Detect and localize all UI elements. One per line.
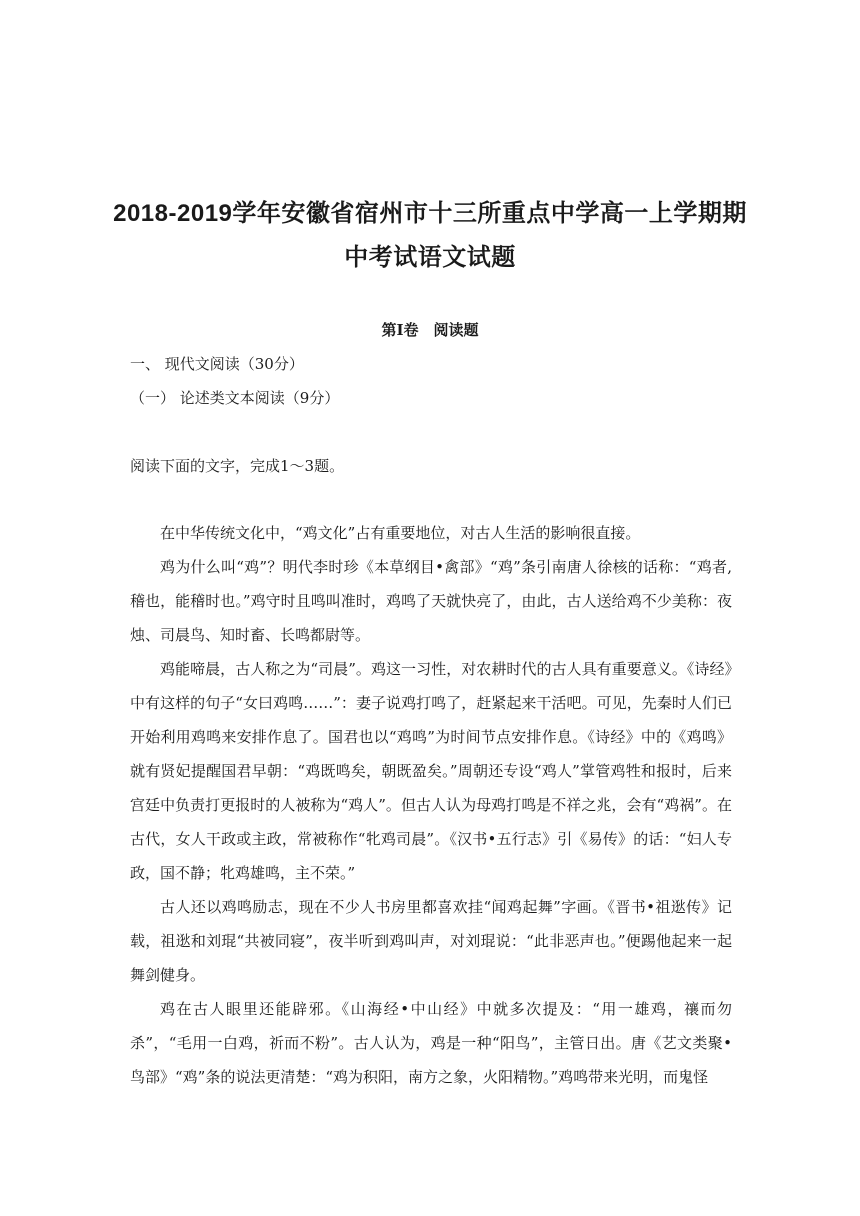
- subpart-heading: （一） 论述类文本阅读（9分）: [130, 389, 340, 407]
- document-title-line1: 2018-2019学年安徽省宿州市十三所重点中学高一上学期期: [113, 200, 747, 227]
- passage-paragraph: 鸡为什么叫“鸡”？明代李时珍《本草纲目•禽部》“鸡”条引南唐人徐核的话称：“鸡者,稽也，能稽时也。”鸡守时且鸣叫准时，鸡鸣了天就快亮了，由此，古人送给鸡不少美称：夜烛、司晨鸟、知时畜、长鸣都尉等。: [130, 558, 732, 644]
- document-title-line2: 中考试语文试题: [344, 244, 516, 271]
- passage-paragraph: 古人还以鸡鸣励志，现在不少人书房里都喜欢挂“闻鸡起舞”字画。《晋书•祖逖传》记载，祖逖和刘琨“共被同寝”，夜半听到鸡叫声，对刘琨说：“此非恶声也。”便踢他起来一起舞剑健身。: [130, 898, 732, 984]
- passage-body: [130, 516, 732, 1094]
- section-title: 第Ⅰ卷 阅读题: [381, 321, 479, 339]
- part-heading: 一、 现代文阅读（30分）: [130, 355, 304, 373]
- passage-paragraph: 鸡能啼晨，古人称之为“司晨”。鸡这一习性，对农耕时代的古人具有重要意义。《诗经》中有这样的句子“女曰鸡鸣……”：妻子说鸡打鸣了，赶紧起来干活吧。可见，先秦时人们已开始利用鸡鸣来安排作息了。国君也以“鸡鸣”为时间节点安排作息。《诗经》中的《鸡鸣》就有贤妃提醒国君早朝：“鸡既鸣矣，朝既盈矣。”周朝还专设“鸡人”掌管鸡牲和报时，后来宫廷中负责打更报时的人被称为“鸡人”。但古人认为母鸡打鸣是不祥之兆，会有“鸡祸”。在古代，女人干政或主政，常被称作“牝鸡司晨”。《汉书•五行志》引《易传》的话：“妇人专政，国不静；牝鸡雄鸣，主不荣。”: [130, 660, 732, 882]
- passage-paragraph: 鸡在古人眼里还能辟邪。《山海经•中山经》中就多次提及：“用一雄鸡，禳而勿杀”，“毛用一白鸡，祈而不粉”。古人认为，鸡是一种“阳鸟”，主管日出。唐《艺文类聚•鸟部》“鸡”条的说法更清楚：“鸡为积阳，南方之象，火阳精物。”鸡鸣带来光明，而鬼怪: [130, 1000, 732, 1086]
- reading-instruction: 阅读下面的文字，完成1～3题。: [130, 457, 345, 475]
- passage-paragraph: 在中华传统文化中，“鸡文化”占有重要地位，对古人生活的影响很直接。: [160, 524, 641, 542]
